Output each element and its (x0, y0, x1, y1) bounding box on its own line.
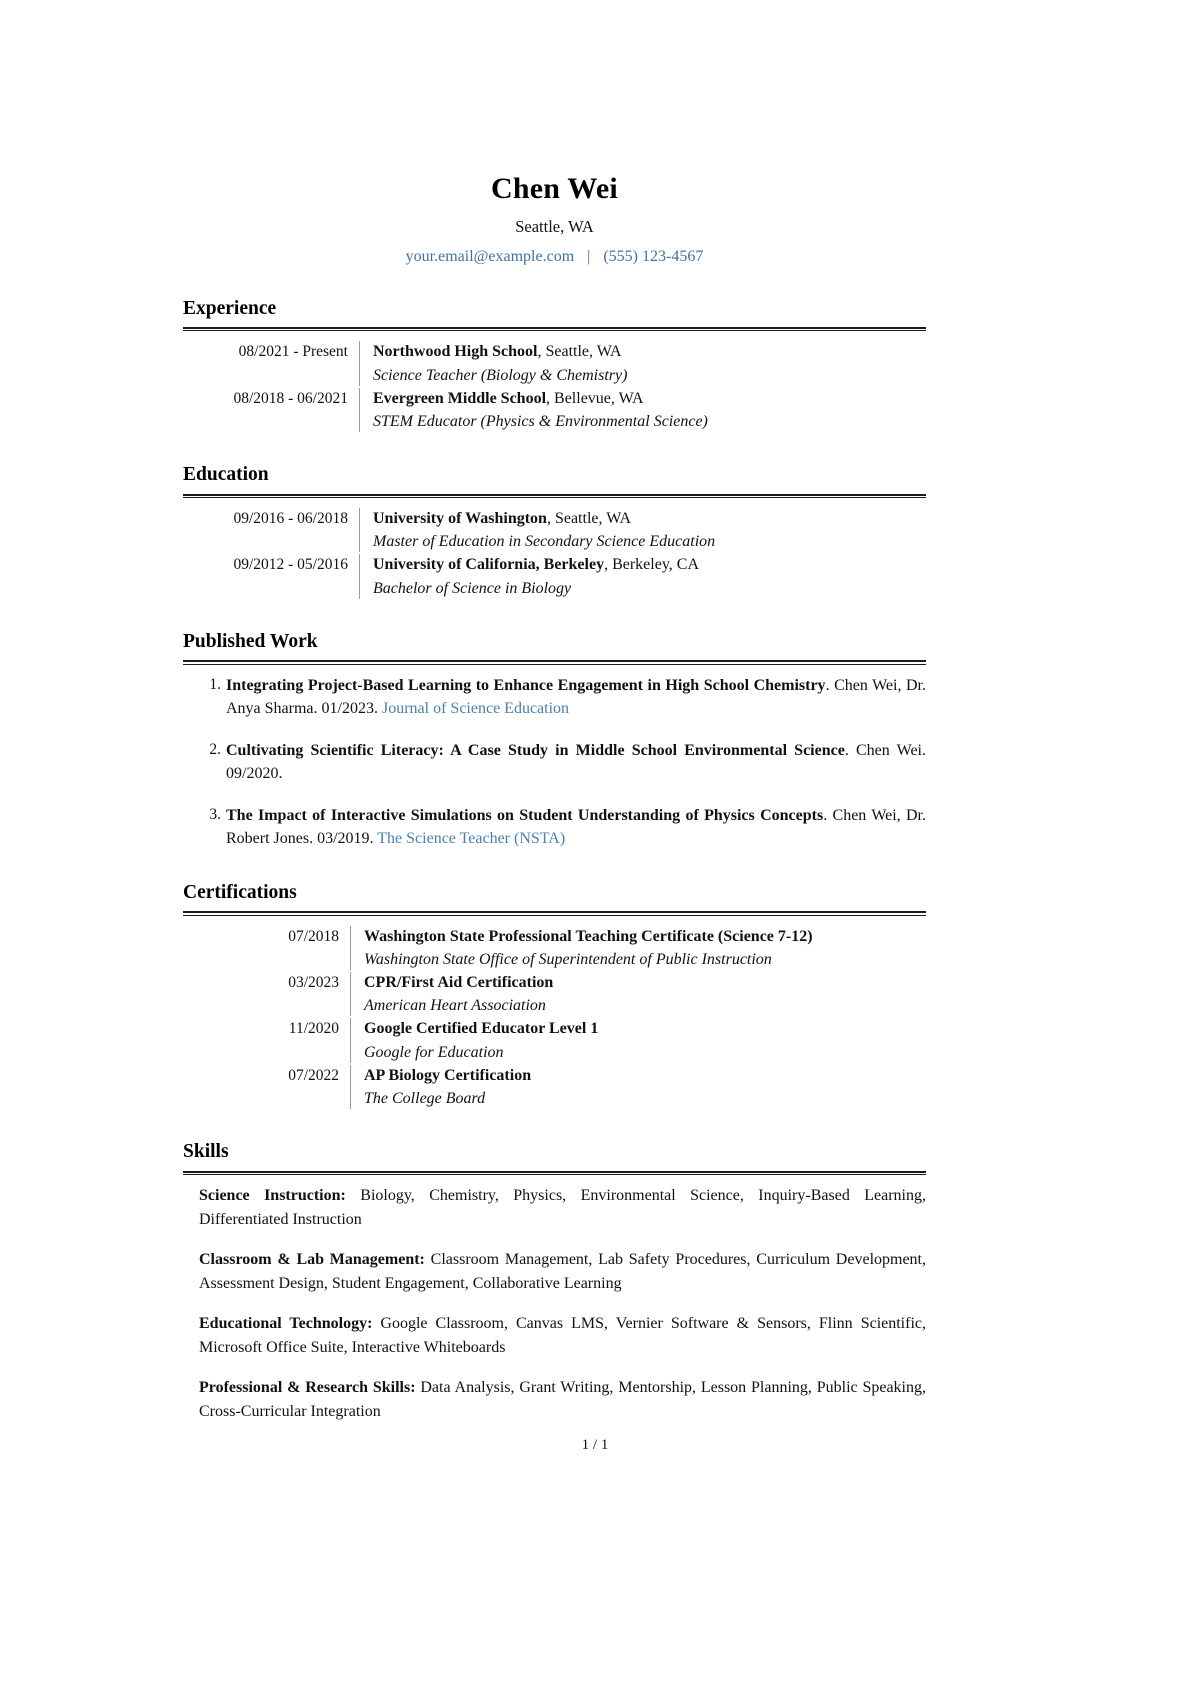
skill-group (183, 1248, 926, 1295)
entry-organization-name: University of California, Berkeley (373, 556, 605, 574)
section-rule (183, 911, 926, 913)
certification-name: Washington State Professional Teaching Certificate (Science 7-12) (364, 927, 813, 945)
email-link[interactable]: your.email@example.com (405, 248, 575, 266)
entry-detail (351, 925, 813, 971)
experience-entry (183, 387, 926, 433)
publication-meta: . Chen Wei, Dr. Anya Sharma. 01/2023. (226, 676, 926, 718)
experience-entry (183, 340, 926, 386)
entry-role: STEM Educator (Physics & Environmental Science) (373, 413, 708, 431)
publication-journal-link[interactable]: Journal of Science Education (381, 700, 570, 718)
skill-category-label: Professional & Research Skills: (199, 1379, 416, 1397)
entry-degree: Master of Education in Secondary Science Education (373, 533, 716, 551)
publication-title: Integrating Project-Based Learning to Enhance Engagement in High School Chemistry (226, 676, 826, 694)
certification-name: Google Certified Educator Level 1 (364, 1020, 599, 1038)
publication-journal-link[interactable]: The Science Teacher (NSTA) (377, 830, 566, 848)
publication-meta: . Chen Wei. 09/2020. (226, 741, 926, 783)
section-certifications (183, 881, 926, 1110)
section-rule (183, 1171, 926, 1173)
publication-item (183, 739, 926, 786)
publication-meta: . Chen Wei, Dr. Robert Jones. 03/2019. (226, 806, 926, 848)
skill-items: Google Classroom, Canvas LMS, Vernier Software & Sensors, Flinn Scientific, Microsoft Office Suite, Interactive Whiteboards (199, 1315, 927, 1356)
certification-entry (183, 925, 926, 971)
certification-issuer: American Heart Association (364, 997, 546, 1015)
entry-organization-name: University of Washington (373, 510, 547, 528)
education-entry (183, 507, 926, 553)
entry-dates: 09/2016 - 06/2018 (233, 510, 348, 528)
certification-name: CPR/First Aid Certification (364, 974, 554, 992)
skill-category-label: Science Instruction: (199, 1187, 346, 1205)
skill-category-label: Educational Technology: (199, 1315, 373, 1333)
section-title-experience: Experience (183, 297, 277, 319)
entry-organization-name: Evergreen Middle School (373, 389, 547, 407)
certification-list (183, 916, 926, 1111)
section-experience (183, 297, 926, 434)
entry-detail (351, 1064, 531, 1110)
entry-detail (360, 553, 699, 599)
education-list (183, 498, 926, 600)
skill-group (183, 1312, 926, 1359)
entry-organization-place: , Berkeley, CA (604, 556, 700, 574)
certification-issuer: Washington State Office of Superintendent of Public Instruction (364, 950, 772, 968)
publication-item (183, 804, 926, 851)
entry-organization (373, 387, 708, 410)
resume-content (183, 0, 926, 1423)
page-footer: 1 / 1 (581, 1437, 609, 1453)
entry-detail (351, 971, 553, 1017)
skill-items: Classroom Management, Lab Safety Procedures, Curriculum Development, Assessment Design, Student Engagement, Collaborative Learning (199, 1251, 926, 1292)
section-title-education: Education (183, 464, 269, 486)
entry-detail (360, 340, 627, 386)
section-skills (183, 1140, 926, 1423)
entry-dates: 08/2018 - 06/2021 (233, 389, 348, 407)
section-education (183, 463, 926, 600)
skill-items: Data Analysis, Grant Writing, Mentorship, Lesson Planning, Public Speaking, Cross-Curricular Integration (199, 1379, 926, 1420)
entry-organization-place: , Bellevue, WA (546, 389, 644, 407)
skill-category-label: Classroom & Lab Management: (199, 1251, 425, 1269)
certification-entry (183, 971, 926, 1017)
entry-dates: 07/2018 (288, 927, 339, 945)
header-contacts (183, 247, 926, 266)
entry-organization (373, 553, 699, 576)
contact-separator: | (587, 248, 591, 266)
section-title-published-work: Published Work (183, 630, 318, 652)
publications (183, 674, 926, 851)
section-published-work (183, 630, 926, 851)
entry-dates: 07/2022 (288, 1066, 339, 1084)
certification-entry (183, 1064, 926, 1110)
entry-dates: 11/2020 (288, 1020, 339, 1038)
entry-organization-name: Northwood High School (373, 343, 538, 361)
section-rule (183, 660, 926, 662)
page-title: Chen Wei (491, 172, 618, 205)
entry-detail (360, 507, 715, 553)
section-title-certifications: Certifications (183, 881, 297, 903)
publication-item (183, 674, 926, 721)
skill-group (183, 1184, 926, 1231)
entry-organization-place: , Seattle, WA (546, 510, 632, 528)
resume-header (183, 0, 926, 267)
phone-link[interactable]: (555) 123-4567 (603, 248, 704, 266)
header-location: Seattle, WA (515, 216, 594, 236)
entry-detail (351, 1017, 598, 1063)
certification-issuer: Google for Education (364, 1043, 504, 1061)
section-rule (183, 494, 926, 496)
entry-organization-place: , Seattle, WA (537, 343, 622, 361)
entry-dates: 03/2023 (288, 974, 339, 992)
publication-title: Cultivating Scientific Literacy: A Case Study in Middle School Environmental Science (226, 741, 845, 759)
education-entry (183, 553, 926, 599)
publication-title: The Impact of Interactive Simulations on Student Understanding of Physics Concepts (226, 806, 824, 824)
skills-list (183, 1175, 926, 1423)
experience-list (183, 331, 926, 433)
section-rule (183, 327, 926, 329)
publication-list (183, 665, 926, 851)
certification-issuer: The College Board (364, 1089, 486, 1107)
entry-organization (373, 340, 627, 363)
section-title-skills: Skills (183, 1141, 229, 1163)
entry-dates: 09/2012 - 05/2016 (233, 556, 348, 574)
entry-degree: Bachelor of Science in Biology (373, 579, 572, 597)
certification-name: AP Biology Certification (364, 1066, 532, 1084)
entry-role: Science Teacher (Biology & Chemistry) (373, 366, 628, 384)
entry-organization (373, 507, 715, 530)
skill-items: Biology, Chemistry, Physics, Environmental Science, Inquiry-Based Learning, Differentiated Instruction (199, 1187, 926, 1228)
entry-detail (360, 387, 708, 433)
entry-dates: 08/2021 - Present (238, 343, 348, 361)
certification-entry (183, 1017, 926, 1063)
skill-group (183, 1376, 926, 1423)
